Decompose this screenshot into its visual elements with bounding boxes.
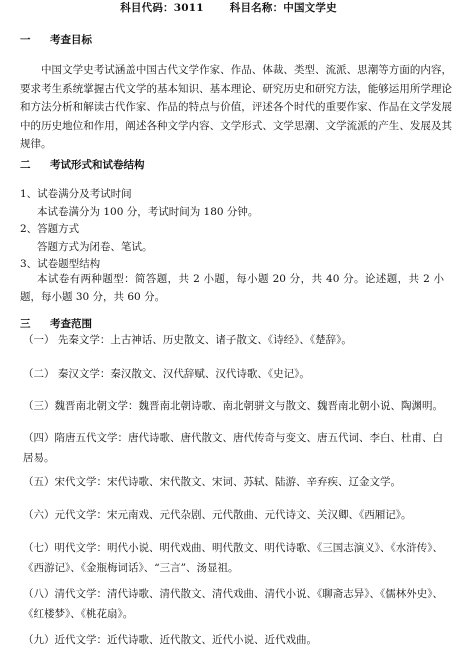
section-2-title: 考试形式和试卷结构: [50, 159, 145, 171]
section-2-number: 二: [20, 159, 31, 171]
subsection-1-body: 本试卷满分为 100 分，考试时间为 180 分钟。: [37, 206, 259, 218]
scope-item-7: （七）明代文学：明代小说、明代戏曲、明代散文、明代诗歌、《三国志演义》、《水浒传》、《西游记》、《金瓶梅词话》、“三言”、汤显祖。: [23, 542, 443, 574]
scope-item-5: （五）宋代文学：宋代诗歌、宋代散文、宋词、苏轼、陆游、辛弃疾、辽金文学。: [23, 476, 401, 488]
scope-item-9: （九）近代文学：近代诗歌、近代散文、近代小说、近代戏曲。: [23, 634, 317, 646]
section-3-number: 三: [20, 318, 31, 330]
subject-code: 科目代码：3011: [120, 2, 204, 14]
scope-item-6: （六）元代文学：宋元南戏、元代杂剧、元代散曲、元代诗文、关汉卿、《西厢记》。: [23, 509, 412, 521]
section-1-body: 中国文学史考试涵盖中国古代文学作家、作品、体裁、类型、流派、思潮等方面的内容，要求考生系统掌握古代文学的基本知识、基本理论、研究历史和研究方法，能够运用所学理论和方法分析和解读古代作家、作品的特点与价值，评述各个时代的重要作家、作品在文学发展中的历史地位和作用，阐述各种文学内容、文学形式、文学思潮、文学流派的产生、发展及其规律。: [20, 64, 452, 150]
subsection-2-title: 2、答题方式: [20, 223, 80, 235]
section-1-title: 考查目标: [50, 34, 92, 46]
scope-item-2: （二） 秦汉文学：秦汉散文、汉代辞赋、汉代诗歌、《史记》。: [23, 368, 310, 380]
scope-item-8: （八）清代文学：清代诗歌、清代散文、清代戏曲、清代小说、《聊斋志异》、《儒林外史》、《红楼梦》、《桃花扇》。: [23, 588, 443, 620]
scope-item-4: （四）隋唐五代文学：唐代诗歌、唐代散文、唐代传奇与变文、唐五代词、李白、杜甫、白居易。: [23, 432, 443, 464]
subsection-3-body: 本试卷有两种题型：简答题，共 2 小题，每小题 20 分，共 40 分。论述题，共 2 小题，每小题 30 分，共 60 分。: [20, 273, 444, 303]
page-header: [0, 1, 457, 16]
subsection-3-title: 3、试卷题型结构: [20, 258, 101, 270]
subsection-1-title: 1、试卷满分及考试时间: [20, 188, 132, 200]
subject-name: 科目名称：中国文学史: [229, 2, 337, 14]
scope-item-1: （一） 先秦文学：上古神话、历史散文、诸子散文、《诗经》、《楚辞》。: [23, 334, 352, 346]
section-1-heading: [20, 33, 92, 48]
scope-item-3: （三）魏晋南北朝文学：魏晋南北朝诗歌、南北朝骈文与散文、魏晋南北朝小说、陶渊明。: [23, 400, 443, 412]
subsection-2-body: 答题方式为闭卷、笔试。: [37, 241, 153, 253]
section-2-heading: [20, 158, 145, 173]
section-1-number: 一: [20, 34, 31, 46]
section-3-title: 考查范围: [50, 318, 92, 330]
